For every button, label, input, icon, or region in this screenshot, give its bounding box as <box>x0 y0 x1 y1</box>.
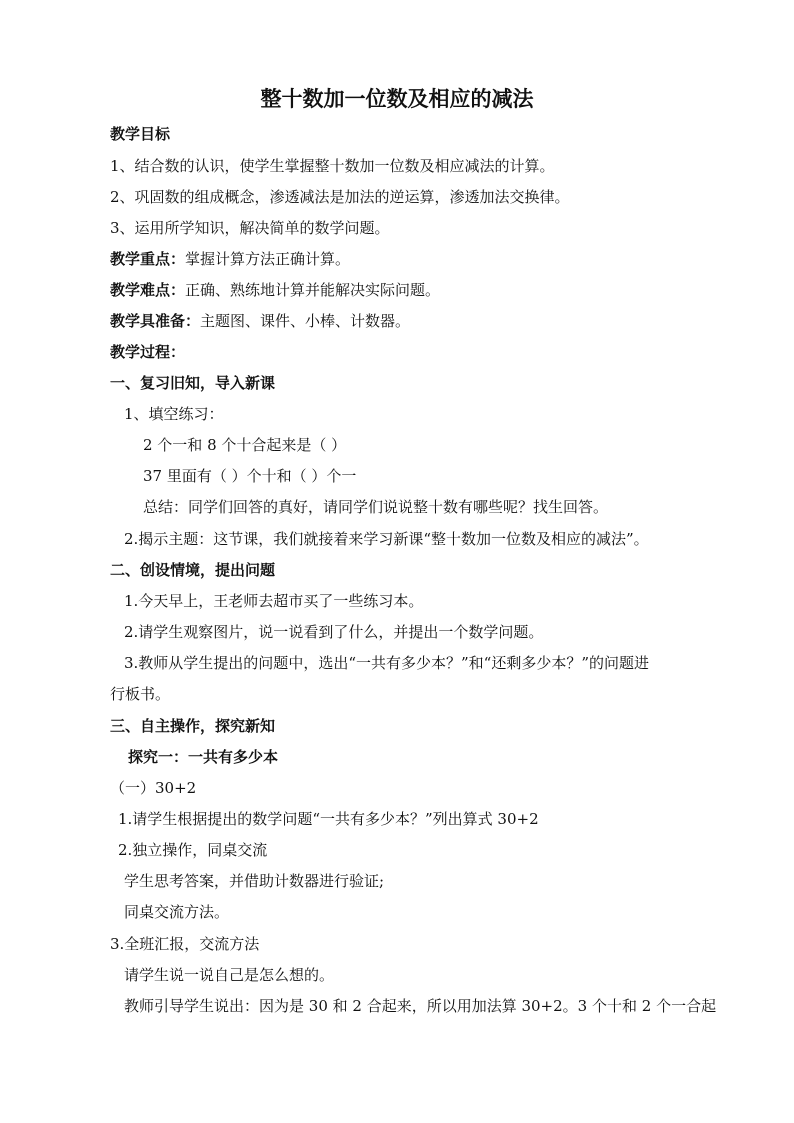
process-heading: 教学过程： <box>110 343 186 361</box>
section2-line-2: 2.请学生观察图片，说一说看到了什么，并提出一个数学问题。 <box>124 623 544 641</box>
difficulty-label: 教学难点： <box>110 281 186 299</box>
section3-line-2: 1.请学生根据提出的数学问题“一共有多少本？”列出算式 30+2 <box>118 810 539 828</box>
section3-line-8: 教师引导学生说出：因为是 30 和 2 合起来，所以用加法算 30+2。3 个十和 2 个一合起 <box>124 997 717 1015</box>
section2-heading: 二、创设情境，提出问题 <box>110 561 276 579</box>
section3-line-7: 请学生说一说自己是怎么想的。 <box>124 966 335 984</box>
section2-line-1: 1.今天早上，王老师去超市买了一些练习本。 <box>124 592 424 610</box>
page-title: 整十数加一位数及相应的减法 <box>260 86 534 111</box>
section3-heading: 三、自主操作，探究新知 <box>110 717 276 735</box>
section1-line-5: 2.揭示主题：这节课，我们就接着来学习新课“整十数加一位数及相应的减法”。 <box>124 530 649 548</box>
objective-item-3: 3、运用所学知识，解决简单的数学问题。 <box>110 219 390 237</box>
section3-line-6: 3.全班汇报，交流方法 <box>110 935 260 953</box>
section3-line-5: 同桌交流方法。 <box>124 903 230 921</box>
section1-heading: 一、复习旧知，导入新课 <box>110 374 276 392</box>
section3-line-3: 2.独立操作，同桌交流 <box>118 841 268 859</box>
section1-line-3: 37 里面有（ ）个十和（ ）个一 <box>143 467 357 485</box>
objective-item-1: 1、结合数的认识，使学生掌握整十数加一位数及相应减法的计算。 <box>110 157 555 175</box>
section3-line-4: 学生思考答案，并借助计数器进行验证; <box>124 872 385 890</box>
section1-line-1: 1、填空练习： <box>124 405 224 423</box>
key-point-line <box>110 249 350 269</box>
difficulty-text: 正确、熟练地计算并能解决实际问题。 <box>185 281 441 299</box>
materials-text: 主题图、课件、小棒、计数器。 <box>200 312 411 330</box>
key-point-text: 掌握计算方法正确计算。 <box>185 250 351 268</box>
difficulty-line <box>110 280 440 300</box>
section1-summary: 总结：同学们回答的真好，请同学们说说整十数有哪些呢？找生回答。 <box>143 498 609 516</box>
section3-sub-heading: 探究一：一共有多少本 <box>128 748 279 766</box>
section2-line-3: 3.教师从学生提出的问题中，选出“一共有多少本？”和“还剩多少本？”的问题进 <box>124 654 649 672</box>
section3-line-1: （一）30+2 <box>110 779 197 797</box>
materials-line <box>110 311 410 331</box>
materials-label: 教学具准备： <box>110 312 201 330</box>
key-point-label: 教学重点： <box>110 250 186 268</box>
objective-item-2: 2、巩固数的组成概念，渗透减法是加法的逆运算，渗透加法交换律。 <box>110 188 570 206</box>
section1-line-2: 2 个一和 8 个十合起来是（ ） <box>143 436 347 454</box>
objectives-heading: 教学目标 <box>110 125 171 143</box>
section2-line-4: 行板书。 <box>110 685 171 703</box>
